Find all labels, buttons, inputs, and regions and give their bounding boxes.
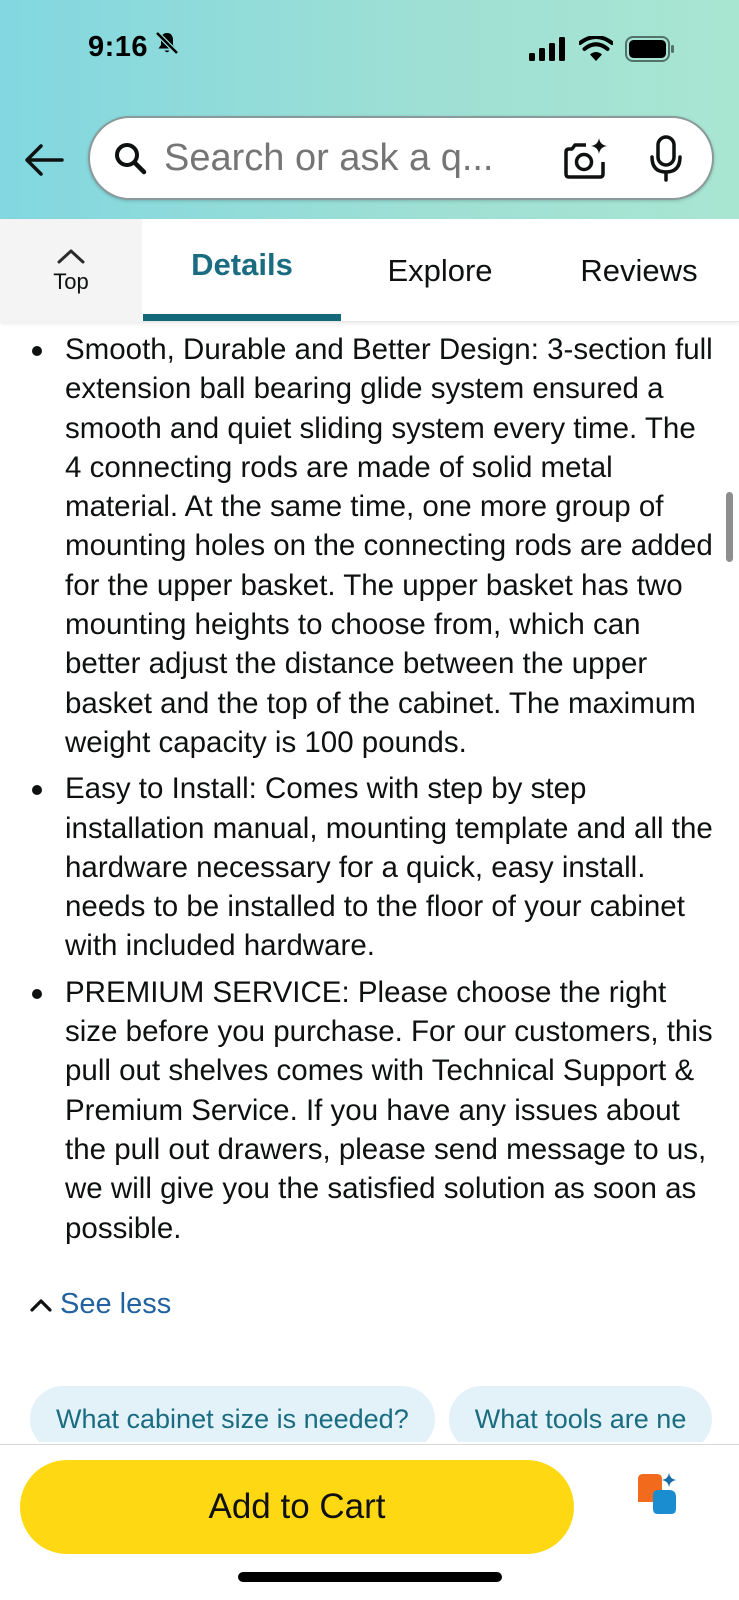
search-icon — [110, 138, 150, 178]
bullet-dot — [32, 785, 42, 795]
bullet-text: PREMIUM SERVICE: Please choose the right size before you purchase. For our customers, this pull out shelves comes with Technical Support & Premium Service. If you have any issues about the pull out drawers, please send message to us, we will give you the satisfied solution as soon as possible. — [65, 975, 713, 1245]
home-indicator — [238, 1572, 502, 1582]
clock-text: 9:16 — [88, 30, 149, 63]
scrollbar-thumb[interactable] — [726, 492, 733, 562]
bullet-text: Easy to Install: Comes with step by step installation manual, mounting template and all the hardware necessary for a quick, easy install. needs to be installed to the floor of your cabinet with included hardware. — [65, 772, 713, 963]
tab-reviews[interactable]: Reviews — [580, 252, 698, 288]
search-input[interactable] — [164, 137, 524, 180]
tab-top-label: Top — [53, 268, 89, 294]
tab-top[interactable] — [0, 219, 142, 322]
suggested-questions — [30, 1386, 712, 1442]
microphone-icon[interactable] — [648, 134, 684, 189]
feature-bullet — [0, 973, 739, 1248]
details-content — [0, 322, 739, 1442]
search-bar[interactable] — [88, 116, 714, 200]
tab-explore[interactable]: Explore — [387, 252, 493, 288]
tab-details[interactable]: Details — [191, 246, 293, 282]
chevron-up-icon — [30, 1298, 52, 1312]
see-less-link[interactable] — [30, 1288, 171, 1321]
status-bar-time — [88, 30, 180, 64]
feature-bullet — [0, 769, 739, 965]
back-button[interactable] — [22, 138, 66, 182]
feature-bullet-list — [0, 330, 739, 1255]
cellular-signal-icon — [529, 37, 567, 61]
rufus-assistant-icon[interactable] — [634, 1471, 680, 1522]
question-chip[interactable]: What cabinet size is needed? — [30, 1386, 435, 1442]
question-chip[interactable]: What tools are ne — [449, 1386, 713, 1442]
bullet-dot — [32, 346, 42, 356]
chevron-up-icon — [56, 247, 86, 265]
wifi-icon — [579, 36, 613, 62]
add-to-cart-button[interactable]: Add to Cart — [20, 1460, 574, 1554]
see-less-label: See less — [60, 1288, 172, 1320]
active-tab-indicator — [143, 314, 341, 321]
status-icons — [529, 36, 675, 62]
bullet-text: Smooth, Durable and Better Design: 3-section full extension ball bearing glide system ensured a smooth and quiet sliding system every time. The 4 connecting rods are made of solid metal material. At the same time, one more group of mounting holes on the connecting rods are added for the upper basket. The upper basket has two mounting heights to choose from, which can better adjust the distance between the upper basket and the top of the cabinet. The maximum weight capacity is 100 pounds. — [65, 333, 713, 759]
feature-bullet — [0, 330, 739, 762]
section-tab-bar — [0, 219, 739, 322]
camera-search-icon[interactable] — [564, 136, 610, 187]
battery-icon — [625, 36, 675, 62]
app-header — [0, 0, 739, 219]
bullet-dot — [32, 989, 42, 999]
back-arrow-icon — [24, 143, 64, 177]
silent-bell-icon — [154, 30, 180, 64]
